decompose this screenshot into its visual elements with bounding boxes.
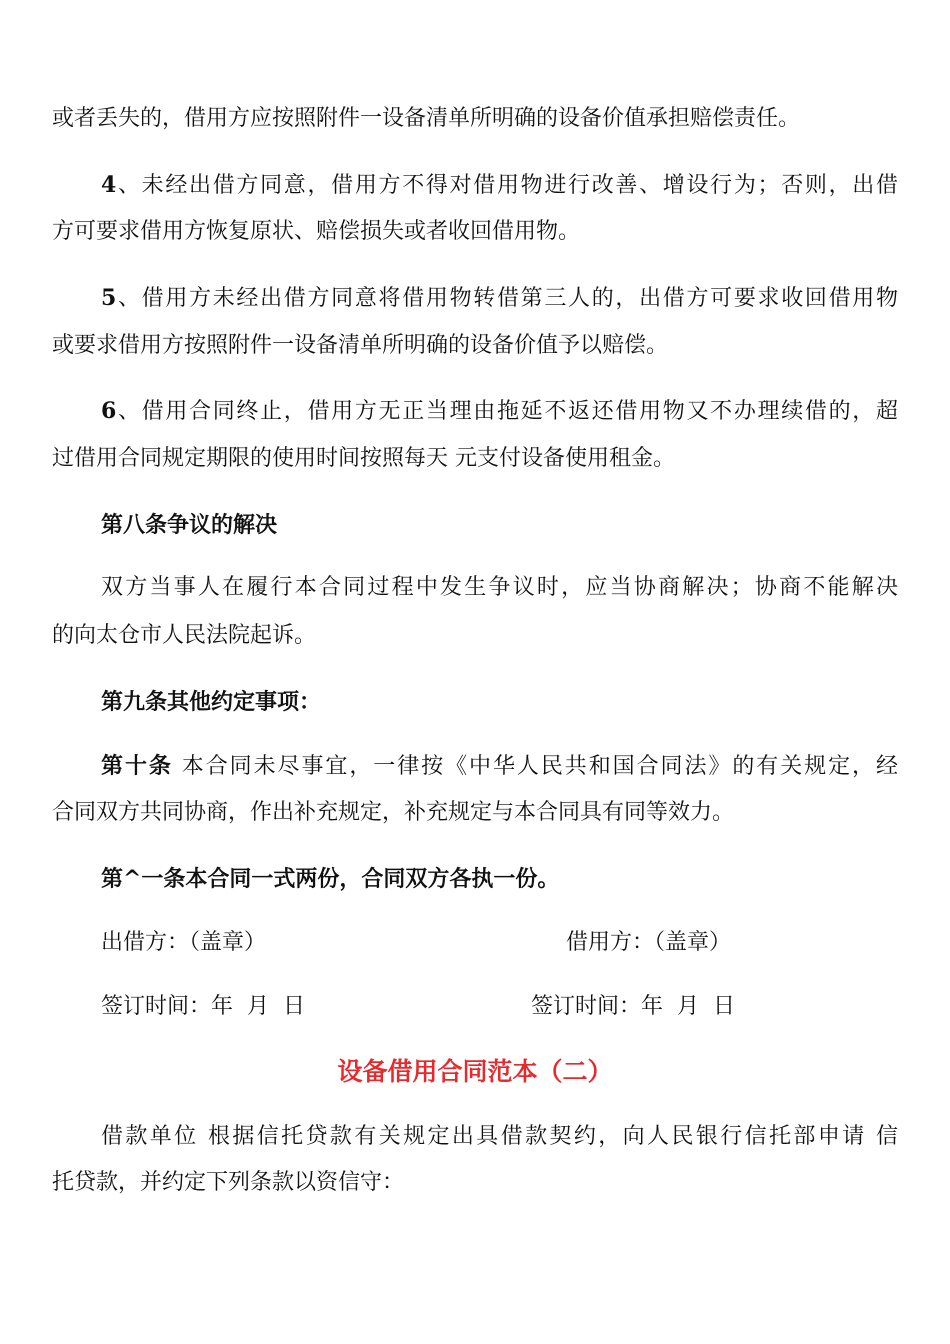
- article-9-heading: 第九条其他约定事项：: [101, 689, 322, 715]
- paragraph-line: 或者丢失的，借用方应按照附件一设备清单所明确的设备价值承担赔偿责任。: [52, 106, 801, 131]
- loan-line-1: 借款单位 根据信托贷款有关规定出具借款契约，向人民银行信托部申请 信: [101, 1124, 898, 1149]
- article-10-label: 第十条: [101, 753, 173, 779]
- item-6-line-1: [101, 396, 898, 427]
- article-10-line-1: [101, 751, 898, 782]
- item-number: 4: [101, 172, 117, 198]
- contract-title: 设备借用合同范本（二）: [337, 1057, 613, 1086]
- lender-seal: 出借方：（盖章）: [101, 930, 267, 955]
- item-5-line-2: 或要求借用方按照附件一设备清单所明确的设备价值予以赔偿。: [52, 333, 669, 358]
- item-text: 、借用方未经出借方同意将借用物转借第三人的，出借方可要求收回借用物: [116, 286, 898, 311]
- item-4-line-2: 方可要求借用方恢复原状、赔偿损失或者收回借用物。: [52, 219, 581, 244]
- borrower-seal: 借用方：（盖章）: [566, 930, 732, 955]
- article-8-heading: 第八条争议的解决: [101, 512, 278, 538]
- item-number: 6: [101, 398, 117, 424]
- lender-sign-date: 签订时间：年 月 日: [101, 994, 305, 1019]
- item-5-line-1: [101, 283, 898, 314]
- item-4-line-1: [101, 170, 898, 201]
- borrower-sign-date: 签订时间：年 月 日: [531, 994, 735, 1019]
- item-text: 、借用合同终止，借用方无正当理由拖延不返还借用物又不办理续借的，超: [116, 399, 898, 424]
- article-10-text: 本合同未尽事宜，一律按《中华人民共和国合同法》的有关规定，经: [172, 754, 898, 779]
- item-text: 、未经出借方同意，借用方不得对借用物进行改善、增设行为；否则，出借: [116, 173, 898, 198]
- article-8-line-1: 双方当事人在履行本合同过程中发生争议时，应当协商解决；协商不能解决: [101, 575, 898, 600]
- loan-line-2: 托贷款，并约定下列条款以资信守：: [52, 1170, 405, 1195]
- article-10-line-2: 合同双方共同协商，作出补充规定，补充规定与本合同具有同等效力。: [52, 800, 735, 825]
- article-8-line-2: 的向太仓市人民法院起诉。: [52, 623, 317, 648]
- item-number: 5: [101, 285, 117, 311]
- item-6-line-2: 过借用合同规定期限的使用时间按照每天 元支付设备使用租金。: [52, 446, 675, 471]
- article-11: 第^一条本合同一式两份，合同双方各执一份。: [101, 866, 560, 892]
